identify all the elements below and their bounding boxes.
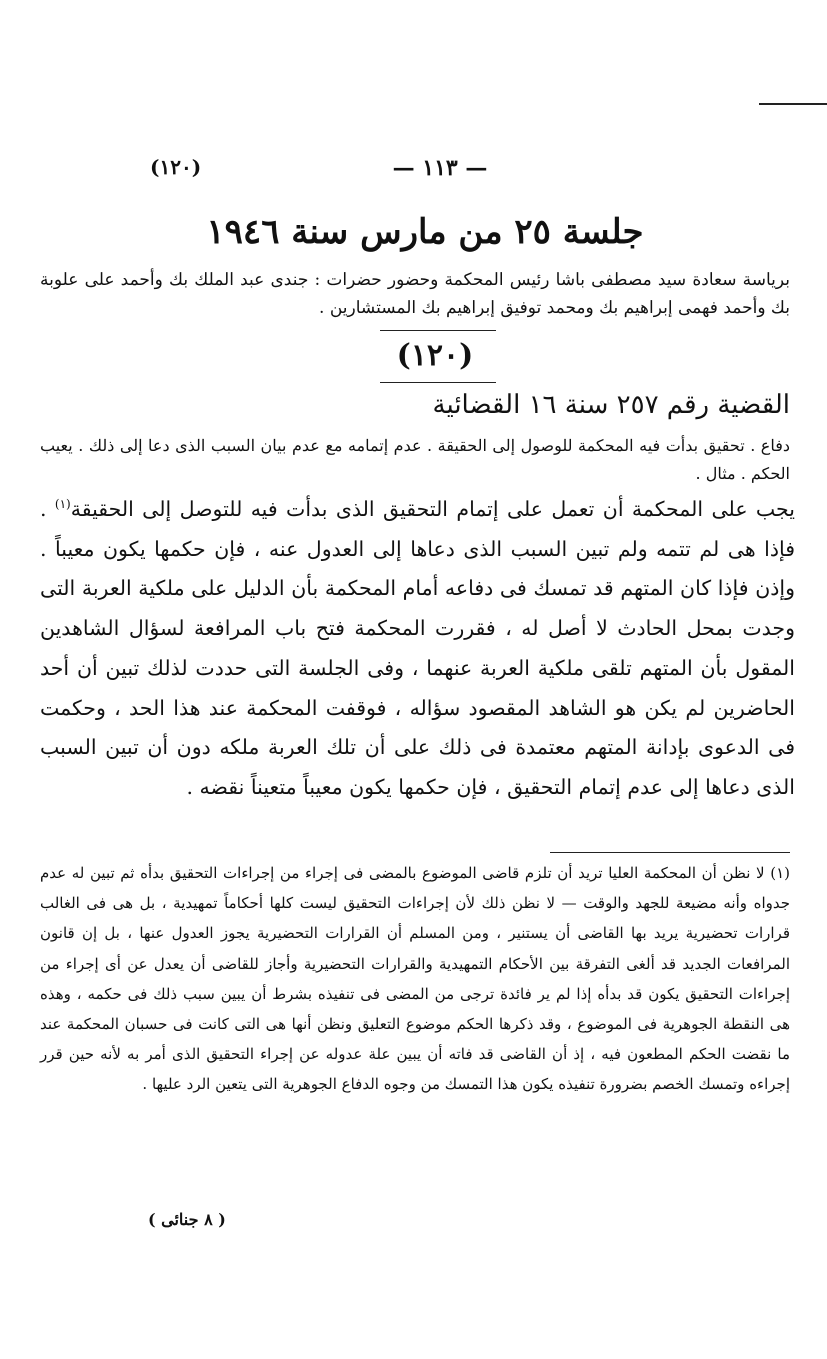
ruling-paragraph: [40, 490, 795, 808]
divider-bottom: [380, 382, 496, 383]
page-number: — ۱۱۳ —: [392, 155, 488, 181]
footnote-divider: [550, 852, 790, 853]
ruling-text-part1: يجب على المحكمة أن تعمل على إتمام التحقيق الذى بدأت فيه للتوصل إلى الحقيقة: [70, 497, 795, 521]
footnote-reference: (١): [54, 497, 71, 512]
divider-top: [380, 330, 496, 331]
footnote: (١) لا نظن أن المحكمة العليا تريد أن تلزم قاضى الموضوع بالمضى فى إجراء من إجراءات التحقيق بدأه ثم تبين له عدم جدواه وأنه مضيعة للجهد والوقت — لا نظن ذلك لأن إجراءات التحقيق ليست كلها أحكاماً تمهيدية ، بل هى فى الغالب قرارات تحضيرية يريد بها القاضى أن يستنير ، ومن المسلم أن القرارات التحضيرية يجوز العدول عنها ، بل إن قانون المرافعات الجديد قد ألغى التفرقة بين الأحكام التمهيدية والقرارات التحضيرية وأجاز للقاضى أن يعدل عن أى إجراء من إجراءات التحقيق يكون قد بدأه إذا لم ير فائدة ترجى من المضى فى تنفيذه بشرط أن يبين سبب ذلك فى حكمه ، وهذه هى النقطة الجوهرية فى الموضوع ، وقد ذكرها الحكم موضوع التعليق ونظن أنها هى التى كانت فى حسبان المحكمة عند ما نقضت الحكم المطعون فيه ، إذ أن القاضى قد فاته أن يبين علة عدوله عن إجراء التحقيق الذى أمر به لأنه حين قرر إجراءه وتمسك الخصم بضرورة تنفيذه يكون هذا التمسك من وجوه الدفاع الجوهرية التى يتعين الرد عليها .: [40, 864, 790, 1094]
case-number: (۱۲۰): [396, 338, 474, 373]
scan-edge-line: [759, 103, 827, 105]
footer-signature: ( ٨ جنائى ): [148, 1210, 226, 1229]
session-title: جلسة ٢٥ من مارس سنة ١٩٤٦: [206, 212, 644, 252]
case-summary: دفاع . تحقيق بدأت فيه المحكمة للوصول إلى الحقيقة . عدم إتمامه مع عدم بيان السبب الذى دعا إلى ذلك . يعيب الحكم . مثال .: [40, 436, 791, 483]
case-heading: القضية رقم ٢٥٧ سنة ١٦ القضائية: [432, 390, 790, 420]
case-reference: (۱۲۰): [150, 155, 202, 179]
ruling-text-part2: . فإذا هى لم تتمه ولم تبين السبب الذى دعاها إلى العدول عنه ، فإن حكمها يكون معيباً . وإذن فإذا كان المتهم قد تمسك فى دفاعه أمام المحكمة بأن الدليل على ملكية العربة التى وجدت بمحل الحادث لا أصل له ، فقررت المحكمة فتح باب المرافعة لسؤال الشاهدين المقول بأن المتهم تلقى ملكية العربة عنهما ، وفى الجلسة التى حددت لذلك تبين أن أحد الحاضرين لم يكن هو الشاهد المقصود سؤاله ، فوقفت المحكمة عند هذا الحد ، وحكمت فى الدعوى بإدانة المتهم معتمدة فى ذلك على أن تلك العربة ملكه دون أن تبين السبب الذى دعاها إلى عدم إتمام التحقيق ، فإن حكمها يكون معيباً متعيناً نقضه .: [40, 497, 795, 799]
presidency-paragraph: برياسة سعادة سيد مصطفى باشا رئيس المحكمة وحضور حضرات : جندى عبد الملك بك وأحمد على علوبة بك وأحمد فهمى إبراهيم بك ومحمد توفيق إبراهيم بك المستشارين .: [40, 270, 790, 318]
